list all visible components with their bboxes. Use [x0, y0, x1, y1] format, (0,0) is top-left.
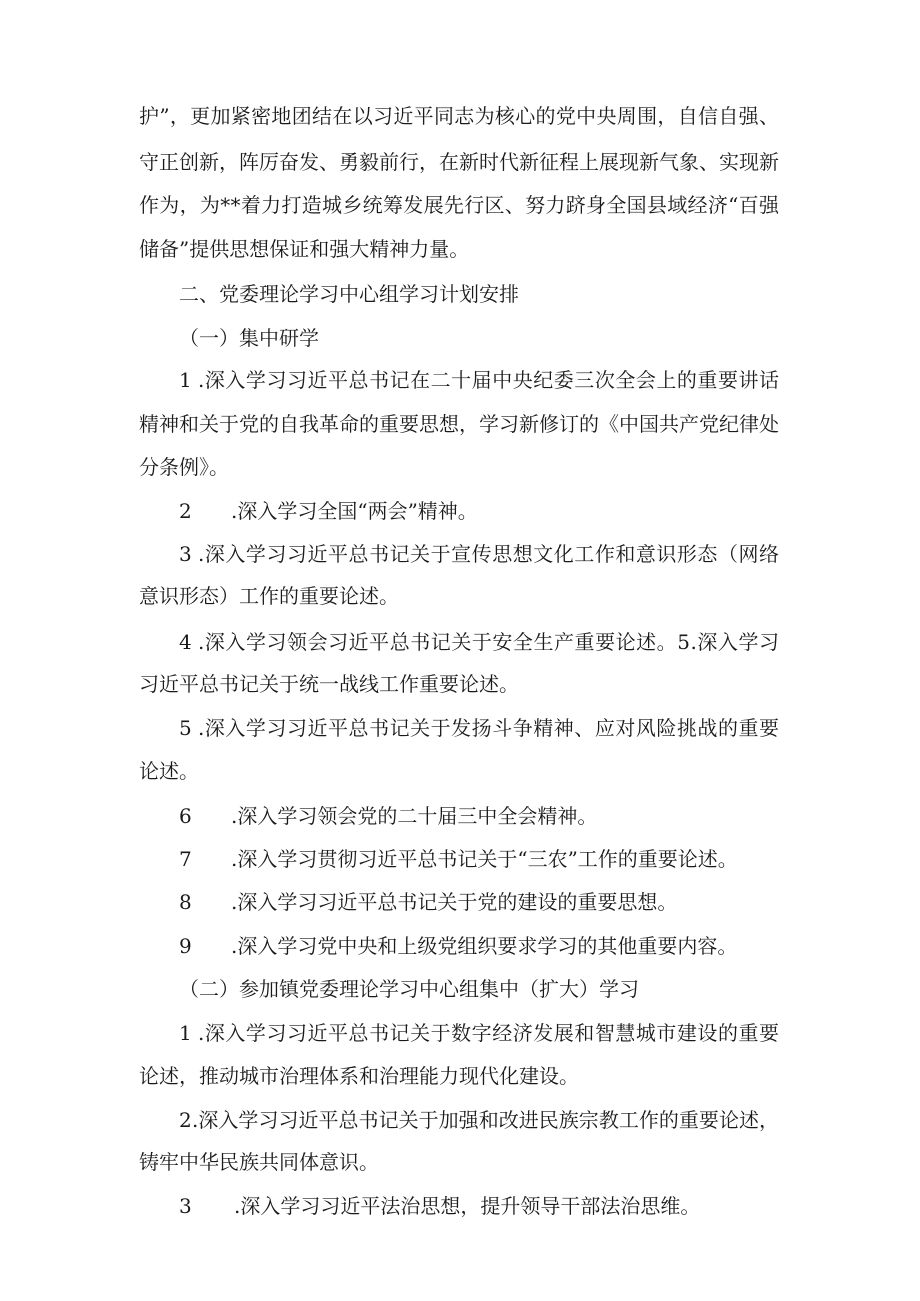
list-item-text: 分条例》。	[139, 455, 229, 479]
intro-line: 护”，更加紧密地团结在以习近平同志为核心的党中央周围，自信自强、	[139, 104, 780, 128]
section-heading: 二、党委理论学习中心组学习计划安排	[179, 282, 519, 306]
list-item-text: 论述。	[139, 759, 199, 783]
list-item-text: 论述，推动城市治理体系和治理能力现代化建设。	[139, 1064, 579, 1088]
list-item-text: .深入学习习近平总书记关于发扬斗争精神、应对风险挑战的重要	[198, 716, 780, 740]
list-item-text: .深入学习领会党的二十届三中全会精神。	[231, 804, 598, 828]
list-item-text: .深入学习全国“两会”精神。	[231, 499, 478, 523]
list-item-text: .深入学习习近平总书记关于党的建设的重要思想。	[231, 890, 678, 914]
intro-line: 作为，为**着力打造城乡统筹发展先行区、努力跻身全国县域经济“百强	[139, 193, 780, 217]
list-item-number: 2	[179, 1108, 192, 1132]
list-item-number: 7	[179, 847, 192, 871]
list-item-number: 4	[179, 630, 192, 654]
list-item-number: 1	[179, 368, 192, 392]
intro-line: 储备”提供思想保证和强大精神力量。	[139, 237, 470, 261]
list-item-number: 2	[179, 499, 192, 523]
list-item-number: 8	[179, 890, 192, 914]
list-item-text: .深入学习习近平总书记关于宣传思想文化工作和意识形态（网络	[198, 542, 780, 566]
list-item-text: .深入学习党中央和上级党组织要求学习的其他重要内容。	[231, 934, 738, 958]
list-item-text: 习近平总书记关于统一战线工作重要论述。	[139, 672, 519, 696]
list-item-number: 3	[179, 1194, 192, 1218]
list-item-text: .深入学习领会习近平总书记关于安全生产重要论述。5.深入学习	[198, 630, 780, 654]
list-item-number: 1	[179, 1021, 192, 1045]
intro-line: 守正创新，阵厉奋发、勇毅前行，在新时代新征程上展现新气象、实现新	[139, 150, 779, 174]
list-item-number: 6	[179, 804, 192, 828]
list-item-number: 9	[179, 934, 192, 958]
list-item-text: .深入学习习近平总书记在二十届中央纪委三次全会上的重要讲话	[198, 368, 780, 392]
list-item-text: .深入学习习近平法治思想，提升领导干部法治思维。	[234, 1194, 701, 1218]
list-item-text: .深入学习习近平总书记关于加强和改进民族宗教工作的重要论述，	[192, 1108, 780, 1132]
list-item-text: 意识形态）工作的重要论述。	[139, 584, 399, 608]
part2-heading: （二）参加镇党委理论学习中心组集中（扩大）学习	[179, 977, 639, 1001]
list-item-number: 5	[179, 716, 192, 740]
list-item-text: 铸牢中华民族共同体意识。	[139, 1150, 379, 1174]
list-item-text: .深入学习贯彻习近平总书记关于“三农”工作的重要论述。	[231, 847, 738, 871]
list-item-text: .深入学习习近平总书记关于数字经济发展和智慧城市建设的重要	[198, 1021, 780, 1045]
part1-heading: （一）集中研学	[179, 326, 319, 350]
list-item-text: 精神和关于党的自我革命的重要思想，学习新修订的《中国共产党纪律处	[139, 412, 779, 436]
list-item-number: 3	[179, 542, 192, 566]
